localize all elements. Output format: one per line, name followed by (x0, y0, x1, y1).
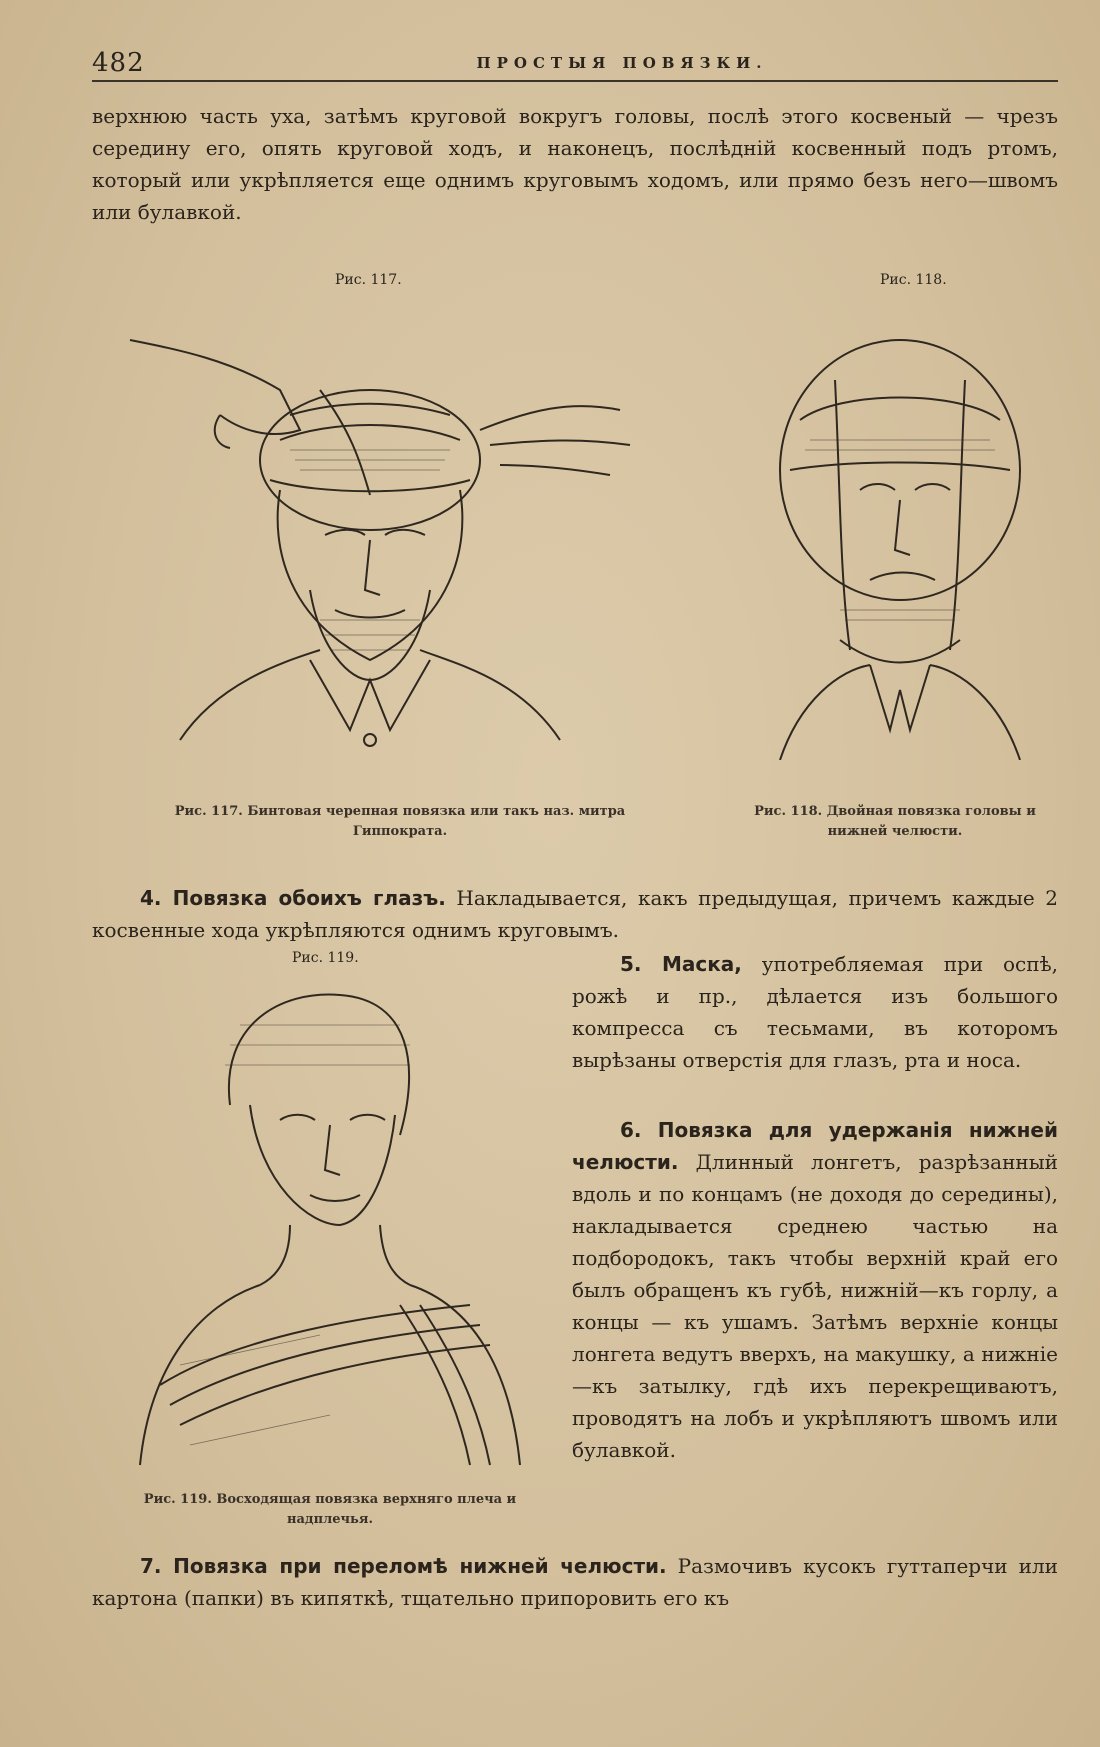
fig118-caption: Рис. 118. Двойная повязка головы и нижней челюсти. (754, 804, 1036, 839)
section-6 (572, 1114, 1058, 1466)
page-header (92, 48, 1058, 82)
fig117-illustration (120, 320, 640, 760)
page-number: 482 (92, 48, 145, 78)
paragraph-top: верхнюю часть уха, затѣмъ круговой вокругъ головы, послѣ этого косвеный — чрезъ середину его, опять круговой ходъ, и наконецъ, послѣдній косвенный подъ ртомъ, который или укрѣпляется еще однимъ круговымъ ходомъ, или прямо безъ него—швомъ или булавкой. (92, 104, 1058, 224)
section-4 (92, 882, 1058, 946)
section-6-title: 6. Повязка для удержанія нижней челюсти. (572, 1118, 1058, 1174)
section-4-title: 4. Повязка обоихъ глазъ. (140, 886, 446, 910)
fig119-illustration (120, 985, 540, 1475)
header-rule (92, 80, 1058, 82)
fig118-label: Рис. 118. (880, 272, 947, 288)
section-5 (572, 948, 1058, 1076)
section-4-text: Накладывается, какъ предыдущая, причемъ каждые 2 косвенные хода укрѣпляются однимъ круговымъ. (92, 886, 1058, 942)
fig119-caption: Рис. 119. Восходящая повязка верхняго плеча и надплечья. (143, 1492, 517, 1527)
section-6-text: Длинный лонгетъ, разрѣзанный вдоль и по концамъ (не доходя до середины), накладывается среднею частью на подбородокъ, такъ чтобы верхній край его былъ обращенъ къ губѣ, нижній—къ горлу, а концы — къ ушамъ. Затѣмъ верхніе концы лонгета ведутъ вверхъ, на макушку, а нижніе—къ затылку, гдѣ ихъ перекрещиваютъ, проводятъ на лобъ и укрѣпляютъ швомъ или булавкой. (572, 1150, 1058, 1462)
section-5-text: употребляемая при оспѣ, рожѣ и пр., дѣлается изъ большого компресса съ тесьмами, въ которомъ вырѣзаны отверстія для глазъ, рта и носа. (572, 952, 1059, 1072)
section-7-text: Размочивъ кусокъ гуттаперчи или картона (папки) въ кипяткѣ, тщательно припоровить его къ (92, 1554, 1058, 1610)
section-5-title: 5. Маска, (620, 952, 742, 976)
fig117-label: Рис. 117. (335, 272, 402, 288)
fig118-illustration (740, 320, 1060, 760)
running-head: ПРОСТЫЯ ПОВЯЗКИ. (476, 54, 768, 72)
fig117-caption: Рис. 117. Бинтовая черепная повязка или такъ наз. митра Гиппократа. (174, 804, 626, 839)
fig119-label: Рис. 119. (292, 950, 359, 966)
section-7 (92, 1550, 1058, 1614)
section-7-title: 7. Повязка при переломѣ нижней челюсти. (140, 1554, 667, 1578)
